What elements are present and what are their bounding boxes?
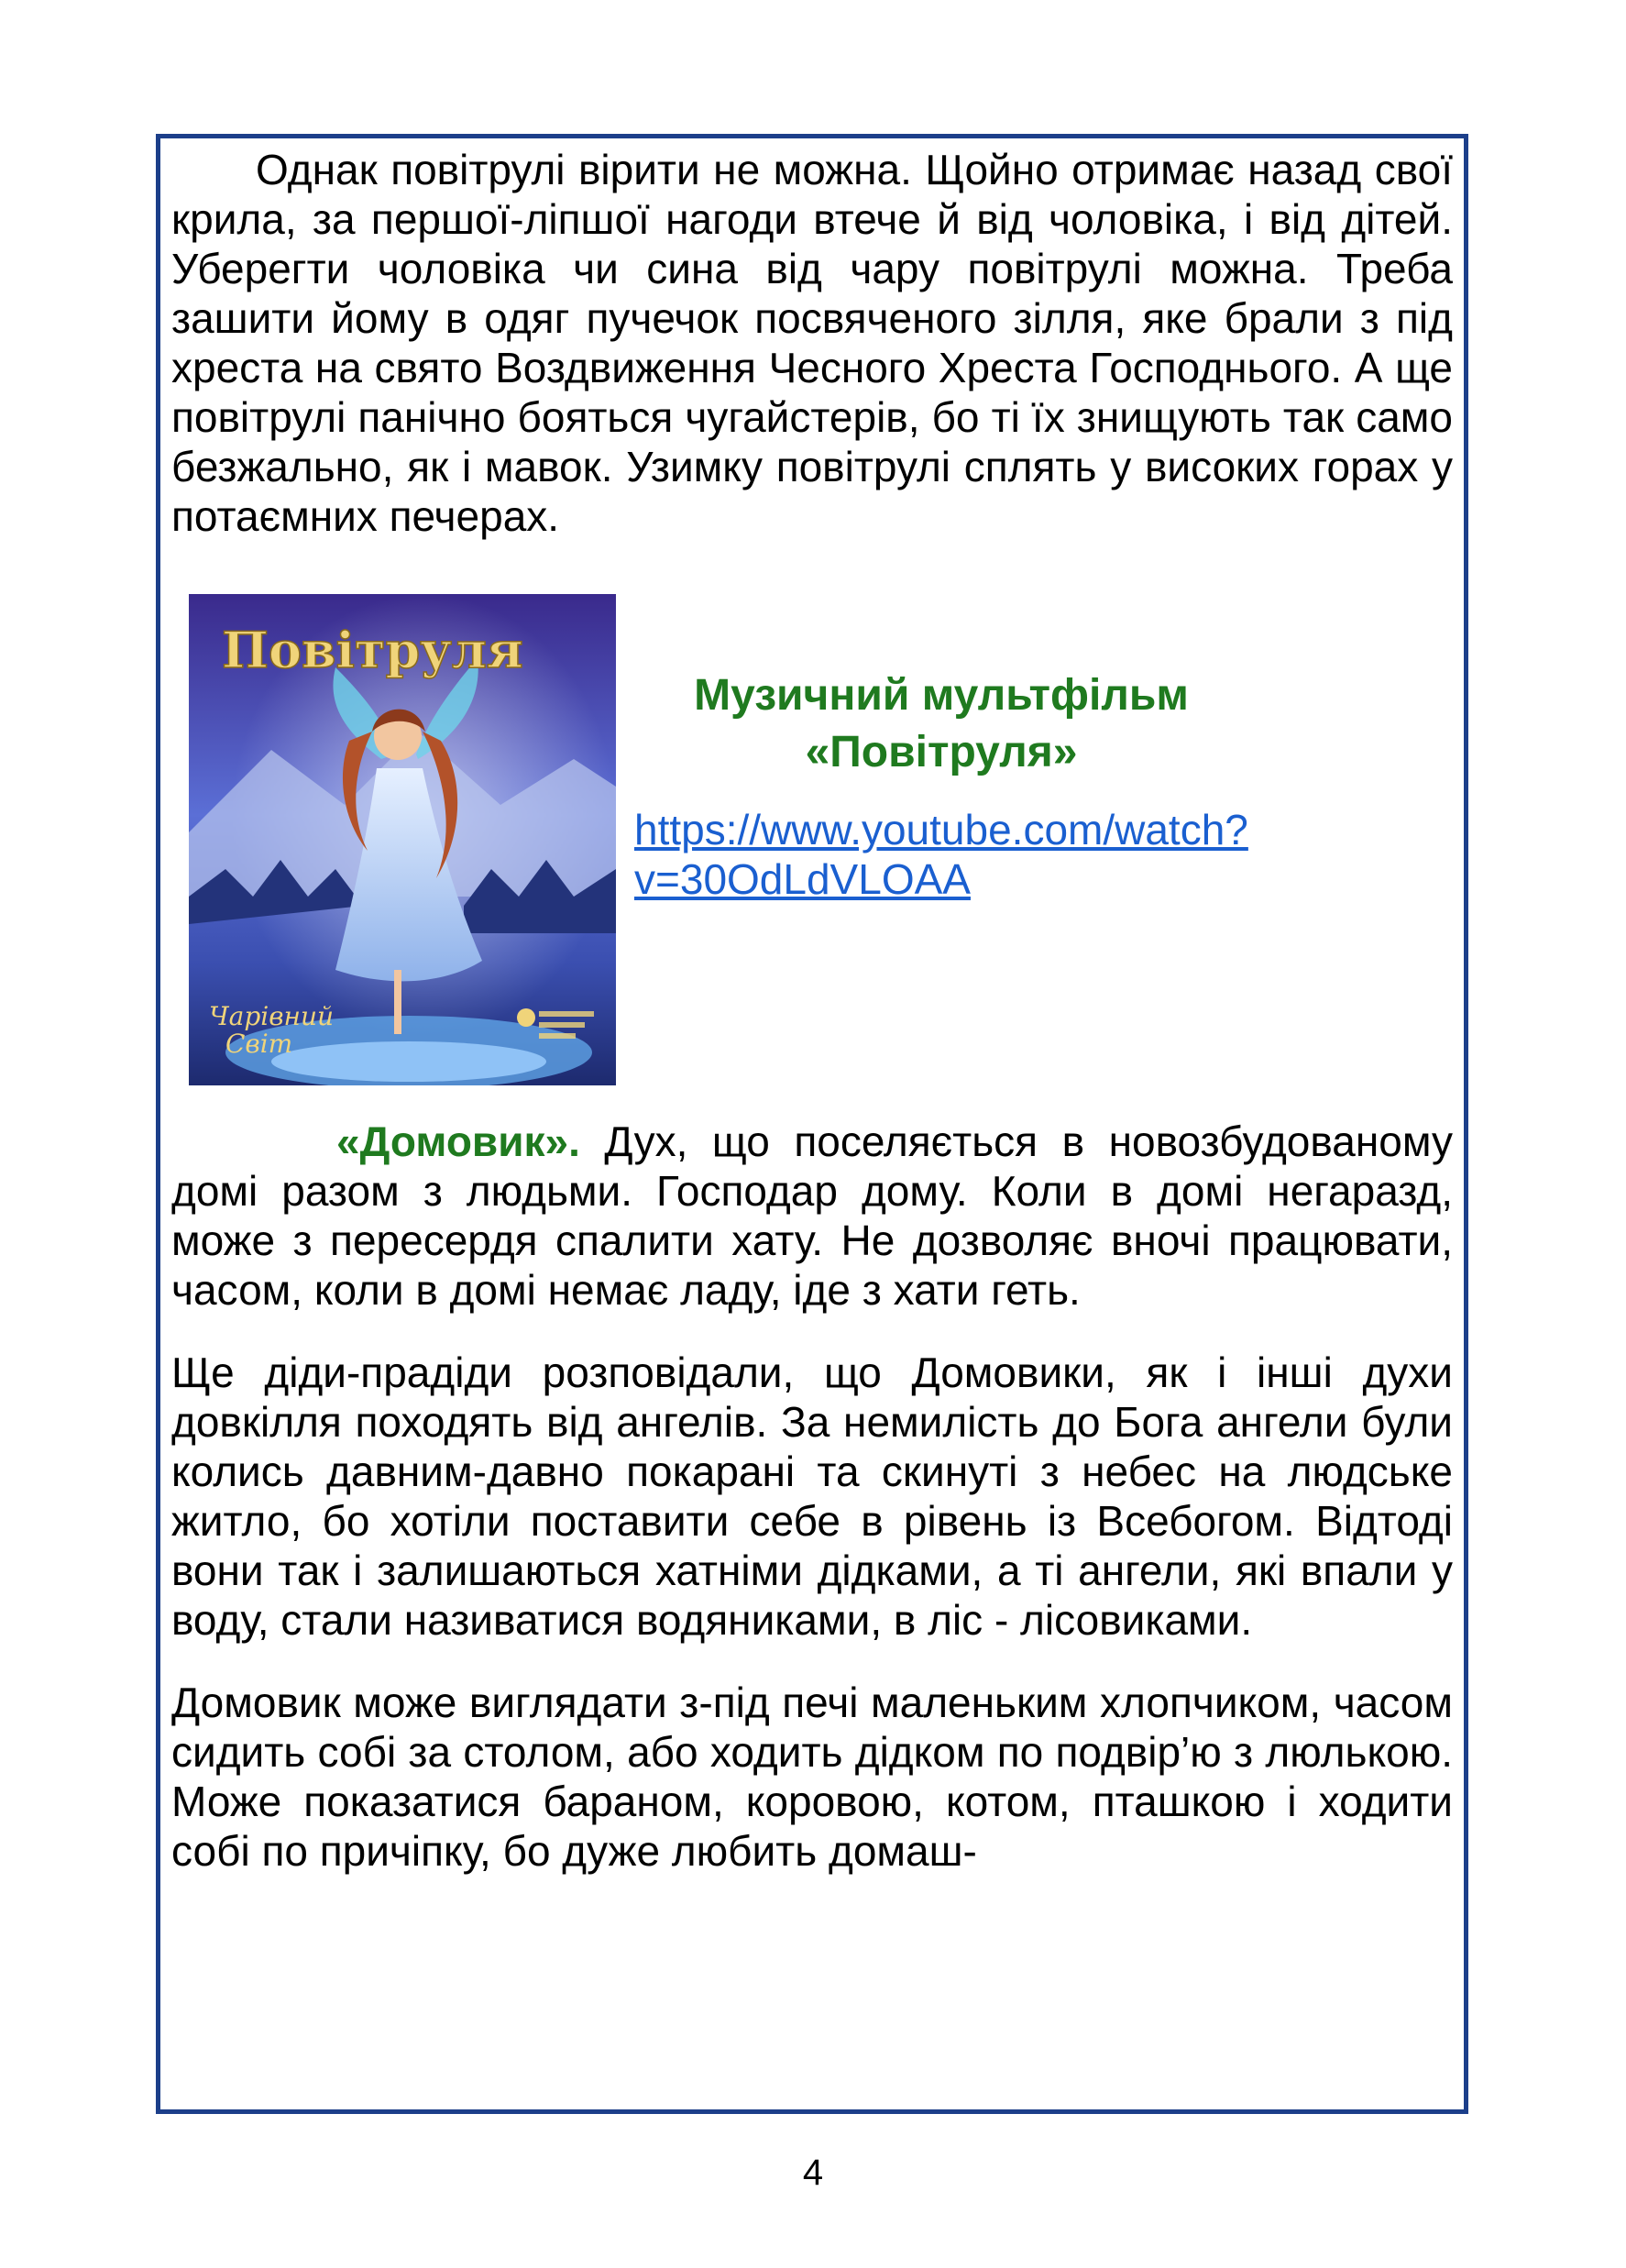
youtube-link-line2[interactable]: v=30OdLdVLOAA bbox=[634, 855, 971, 903]
poster-title: Повітруля bbox=[222, 621, 523, 679]
film-title-line2: «Повітруля» bbox=[805, 728, 1078, 776]
page-number: 4 bbox=[802, 2152, 824, 2193]
intro-paragraph: Однак повітрулі вірити не можна. Щойно отримає назад свої крила, за першої-ліпшої нагоди втече й від чоловіка, і від дітей. Уберегти чоловіка чи сина від чару повітрулі можна. Треба зашити йому в одяг пучечок посвяченого зілля, яке брали з під хреста на свято Воздвиження Чесного Хреста Господнього. А ще повітрулі панічно бояться чугайстерів, бо ті їх знищують так само безжально, як і мавок. Узимку повітрулі сплять у високих горах у потаємних печерах. bbox=[171, 146, 1453, 540]
film-title bbox=[648, 667, 1235, 781]
poster-series-line1: Чарівний bbox=[209, 1001, 335, 1031]
domovyk-heading: «Домовик». bbox=[336, 1117, 580, 1165]
youtube-link-line1[interactable]: https://www.youtube.com/watch? bbox=[634, 806, 1248, 853]
ancestors-paragraph: Ще діди-прадіди розповідали, що Домовики, як і інші духи довкілля походять від ангелів. За немилість до Бога ангели були колись давним-давно покарані та скинуті з небес на людське житло, бо хотіли поставити себе в рівень із Всебогом. Відтоді вони так і залишаються хатніми дідками, а ті ангели, які впали у воду, стали називатися водяниками, в ліс - лісовиками. bbox=[171, 1349, 1453, 1644]
film-block bbox=[171, 594, 1453, 1117]
domovyk-body: Дух, що поселяється в новозбудованому домі разом з людьми. Господар дому. Коли в домі негаразд, може з пересердя спалити хату. Не дозволяє вночі працювати, часом, коли в домі немає ладу, іде з хати геть. bbox=[171, 1117, 1453, 1314]
film-poster-image bbox=[189, 594, 616, 1085]
studio-logo-icon bbox=[517, 1008, 535, 1027]
appearance-paragraph: Домовик може виглядати з-під печі маленьким хлопчиком, часом сидить собі за столом, або ходить дідком по подвір’ю з люлькою. Може показатися бараном, коровою, котом, пташкою і ходити собі по причіпку, бо дуже любить домаш- bbox=[171, 1679, 1453, 1875]
poster-series-line2: Світ bbox=[225, 1029, 293, 1059]
youtube-link[interactable] bbox=[634, 805, 1331, 904]
film-title-line1: Музичний мультфільм bbox=[694, 671, 1189, 720]
page-content bbox=[171, 145, 1453, 1876]
domovyk-paragraph bbox=[171, 1117, 1453, 1315]
